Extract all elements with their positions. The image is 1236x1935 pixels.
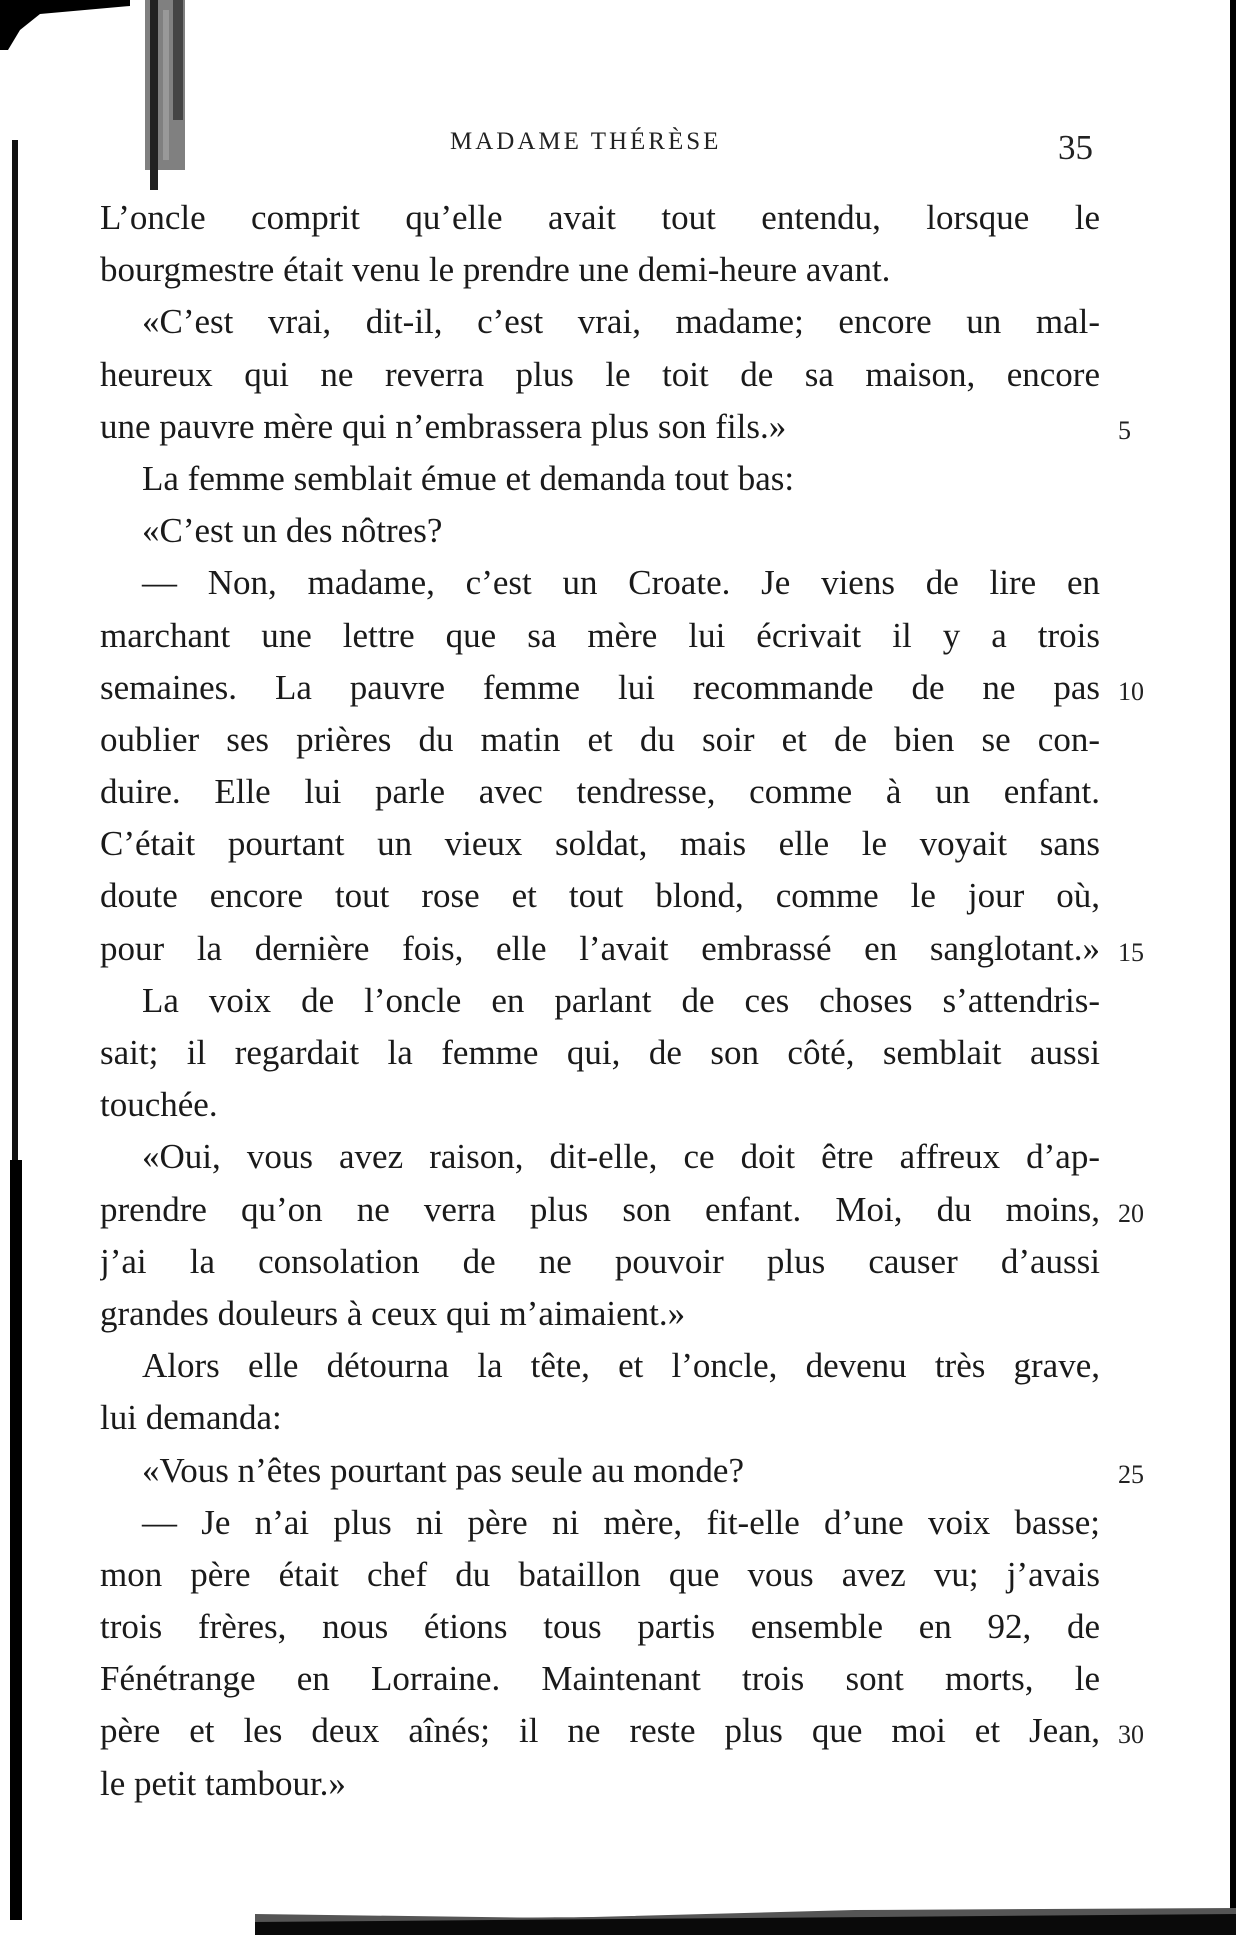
line-number: 25 bbox=[1118, 1459, 1144, 1489]
line-text: doute encore tout rose et tout blond, comme le jour où, bbox=[100, 876, 1100, 916]
text-line bbox=[100, 1027, 1100, 1079]
line-text: marchant une lettre que sa mère lui écrivait il y a trois bbox=[100, 615, 1100, 655]
line-text: le petit tambour.» bbox=[100, 1763, 346, 1803]
line-text: une pauvre mère qui n’embrassera plus son fils.» bbox=[100, 406, 787, 446]
scan-bottom-edge bbox=[255, 1902, 1236, 1935]
line-text: père et les deux aînés; il ne reste plus que moi et Jean, bbox=[100, 1711, 1100, 1751]
line-number: 5 bbox=[1118, 415, 1131, 445]
text-line bbox=[100, 401, 1131, 453]
text-line bbox=[100, 1445, 1144, 1497]
text-line bbox=[100, 244, 1100, 296]
line-text: L’oncle comprit qu’elle avait tout entendu, lorsque le bbox=[100, 198, 1100, 237]
line-text: «Vous n’êtes pourtant pas seule au monde? bbox=[142, 1450, 744, 1490]
text-line bbox=[100, 1653, 1100, 1705]
line-text: Fénétrange en Lorraine. Maintenant trois sont morts, le bbox=[100, 1659, 1100, 1699]
text-line bbox=[100, 818, 1100, 870]
text-line bbox=[100, 1131, 1100, 1183]
text-line bbox=[100, 662, 1144, 714]
line-text: oublier ses prières du matin et du soir et de bien se con- bbox=[100, 719, 1100, 759]
scan-left-edge bbox=[10, 140, 22, 1920]
line-text: trois frères, nous étions tous partis ensemble en 92, de bbox=[100, 1607, 1100, 1647]
line-text: mon père était chef du bataillon que vous avez vu; j’avais bbox=[100, 1554, 1100, 1594]
text-line bbox=[100, 1758, 1100, 1810]
text-line bbox=[100, 296, 1100, 348]
line-text: «Oui, vous avez raison, dit-elle, ce doit être affreux d’ap- bbox=[142, 1137, 1100, 1177]
scan-corner-mark bbox=[0, 0, 130, 50]
text-line bbox=[100, 1601, 1100, 1653]
body-text bbox=[100, 192, 1144, 1810]
line-text: C’était pourtant un vieux soldat, mais elle le voyait sans bbox=[100, 824, 1100, 864]
text-line bbox=[100, 766, 1100, 818]
line-text: «C’est vrai, dit-il, c’est vrai, madame; encore un mal- bbox=[142, 302, 1100, 342]
line-text: La voix de l’oncle en parlant de ces choses s’attendris- bbox=[142, 980, 1100, 1020]
line-text: duire. Elle lui parle avec tendresse, comme à un enfant. bbox=[100, 772, 1100, 812]
line-number: 30 bbox=[1118, 1720, 1144, 1750]
text-line bbox=[100, 975, 1100, 1027]
scan-right-edge bbox=[1230, 0, 1236, 1935]
text-line bbox=[100, 1549, 1100, 1601]
line-text: La femme semblait émue et demanda tout bas: bbox=[142, 458, 795, 498]
line-text: heureux qui ne reverra plus le toit de sa maison, encore bbox=[100, 354, 1100, 394]
line-text: lui demanda: bbox=[100, 1398, 282, 1438]
text-line bbox=[100, 1236, 1100, 1288]
line-number: 10 bbox=[1118, 676, 1144, 706]
text-line bbox=[100, 557, 1100, 609]
text-line bbox=[100, 714, 1100, 766]
text-line bbox=[100, 923, 1144, 975]
line-text: touchée. bbox=[100, 1085, 218, 1125]
text-line bbox=[100, 1079, 1100, 1131]
line-text: sait; il regardait la femme qui, de son côté, semblait aussi bbox=[100, 1033, 1100, 1072]
text-line bbox=[100, 349, 1100, 401]
line-text: prendre qu’on ne verra plus son enfant. Moi, du moins, bbox=[100, 1189, 1100, 1229]
text-line bbox=[100, 610, 1100, 662]
line-text: «C’est un des nôtres? bbox=[142, 511, 443, 551]
line-text: grandes douleurs à ceux qui m’aimaient.» bbox=[100, 1293, 686, 1333]
line-text: bourgmestre était venu le prendre une demi-heure avant. bbox=[100, 250, 891, 290]
text-line bbox=[100, 1340, 1100, 1392]
text-line bbox=[100, 1705, 1144, 1757]
line-text: — Non, madame, c’est un Croate. Je viens de lire en bbox=[142, 563, 1100, 603]
line-text: pour la dernière fois, elle l’avait embrassé en sanglotant.» bbox=[100, 928, 1100, 968]
line-number: 15 bbox=[1118, 937, 1144, 967]
running-head: MADAME THÉRÈSE bbox=[450, 128, 722, 155]
line-text: — Je n’ai plus ni père ni mère, fit-elle d’une voix basse; bbox=[142, 1502, 1100, 1542]
text-line bbox=[100, 1184, 1144, 1236]
text-line bbox=[100, 1392, 1100, 1444]
scan-binding-shadow bbox=[145, 0, 200, 200]
text-line bbox=[100, 453, 1100, 505]
text-line bbox=[100, 1497, 1100, 1549]
line-number: 20 bbox=[1118, 1198, 1144, 1228]
text-line bbox=[100, 192, 1100, 244]
line-text: semaines. La pauvre femme lui recommande de ne pas bbox=[100, 667, 1100, 707]
page-number: 35 bbox=[1058, 128, 1093, 167]
line-text: Alors elle détourna la tête, et l’oncle, devenu très grave, bbox=[142, 1346, 1100, 1386]
line-text: j’ai la consolation de ne pouvoir plus causer d’aussi bbox=[100, 1241, 1100, 1281]
text-line bbox=[100, 870, 1100, 922]
text-line bbox=[100, 505, 1100, 557]
text-line bbox=[100, 1288, 1100, 1340]
